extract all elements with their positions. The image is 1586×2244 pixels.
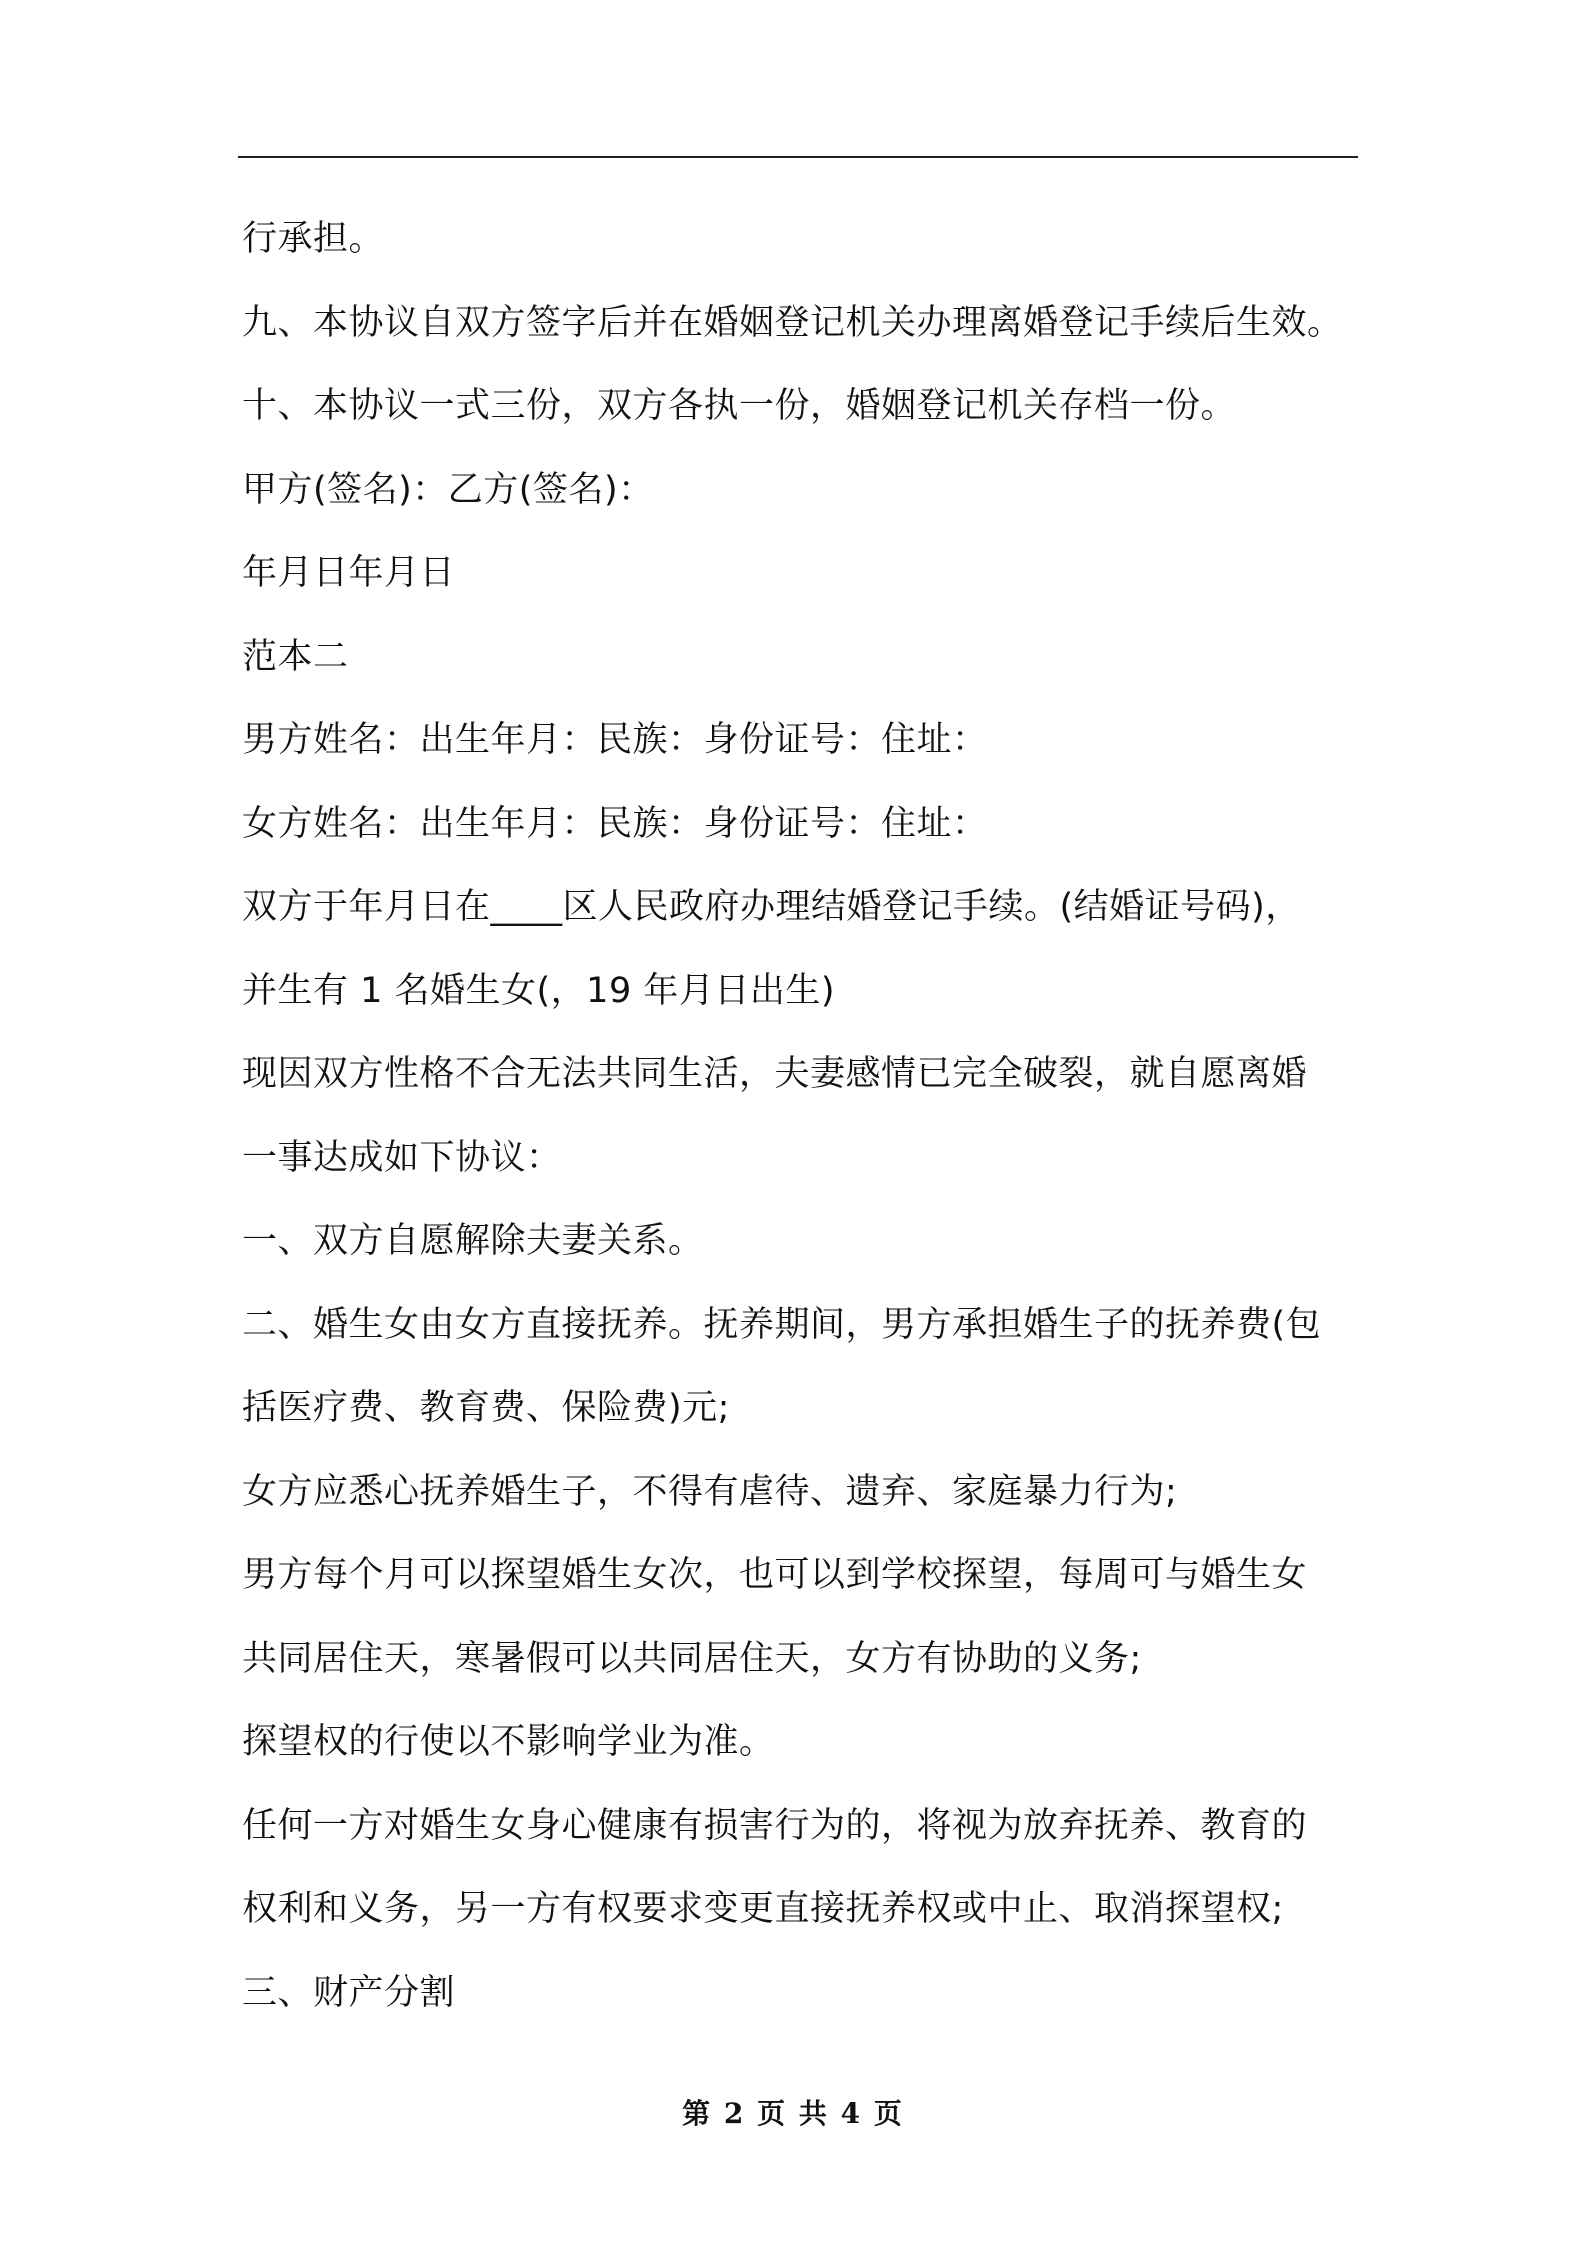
page-number: 第 2 页 共 4 页 — [682, 2097, 904, 2130]
section-title: 范本二 — [242, 636, 349, 677]
text-line: 一、双方自愿解除夫妻关系。 — [242, 1221, 704, 1261]
text-line: 女方应悉心抚养婚生子，不得有虐待、遗弃、家庭暴力行为; — [242, 1471, 1178, 1512]
text-line: 共同居住天，寒暑假可以共同居住天，女方有协助的义务; — [242, 1638, 1142, 1679]
text-line: 现因双方性格不合无法共同生活，夫妻感情已完全破裂，就自愿离婚 — [242, 1054, 1308, 1094]
text-line: 男方姓名：出生年月：民族：身份证号：住址： — [242, 720, 988, 760]
text-line: 甲方(签名)：乙方(签名)： — [242, 469, 654, 510]
text-line: 任何一方对婚生女身心健康有损害行为的，将视为放弃抚养、教育的 — [242, 1805, 1308, 1846]
text-line: 一事达成如下协议： — [242, 1137, 562, 1178]
header-divider — [238, 156, 1358, 158]
text-line: 探望权的行使以不影响学业为准。 — [242, 1722, 775, 1762]
document-body — [242, 198, 1382, 2035]
text-line: 三、财产分割 — [242, 1972, 456, 2013]
text-line: 九、本协议自双方签字后并在婚姻登记机关办理离婚登记手续后生效。 — [242, 302, 1343, 343]
text-line: 年月日年月日 — [242, 553, 456, 593]
text-line: 括医疗费、教育费、保险费)元; — [242, 1388, 730, 1428]
text-line: 行承担。 — [242, 219, 385, 259]
text-line: 权利和义务，另一方有权要求变更直接抚养权或中止、取消探望权; — [242, 1889, 1284, 1929]
text-line: 十、本协议一式三份，双方各执一份，婚姻登记机关存档一份。 — [242, 386, 1237, 426]
text-line: 双方于年月日在____区人民政府办理结婚登记手续。(结婚证号码)， — [242, 887, 1301, 927]
text-line: 二、婚生女由女方直接抚养。抚养期间，男方承担婚生子的抚养费(包 — [242, 1304, 1322, 1345]
text-line: 并生有 1 名婚生女(，19 年月日出生) — [242, 970, 835, 1011]
text-line: 女方姓名：出生年月：民族：身份证号：住址： — [242, 803, 988, 844]
text-line: 男方每个月可以探望婚生女次，也可以到学校探望，每周可与婚生女 — [242, 1555, 1308, 1595]
